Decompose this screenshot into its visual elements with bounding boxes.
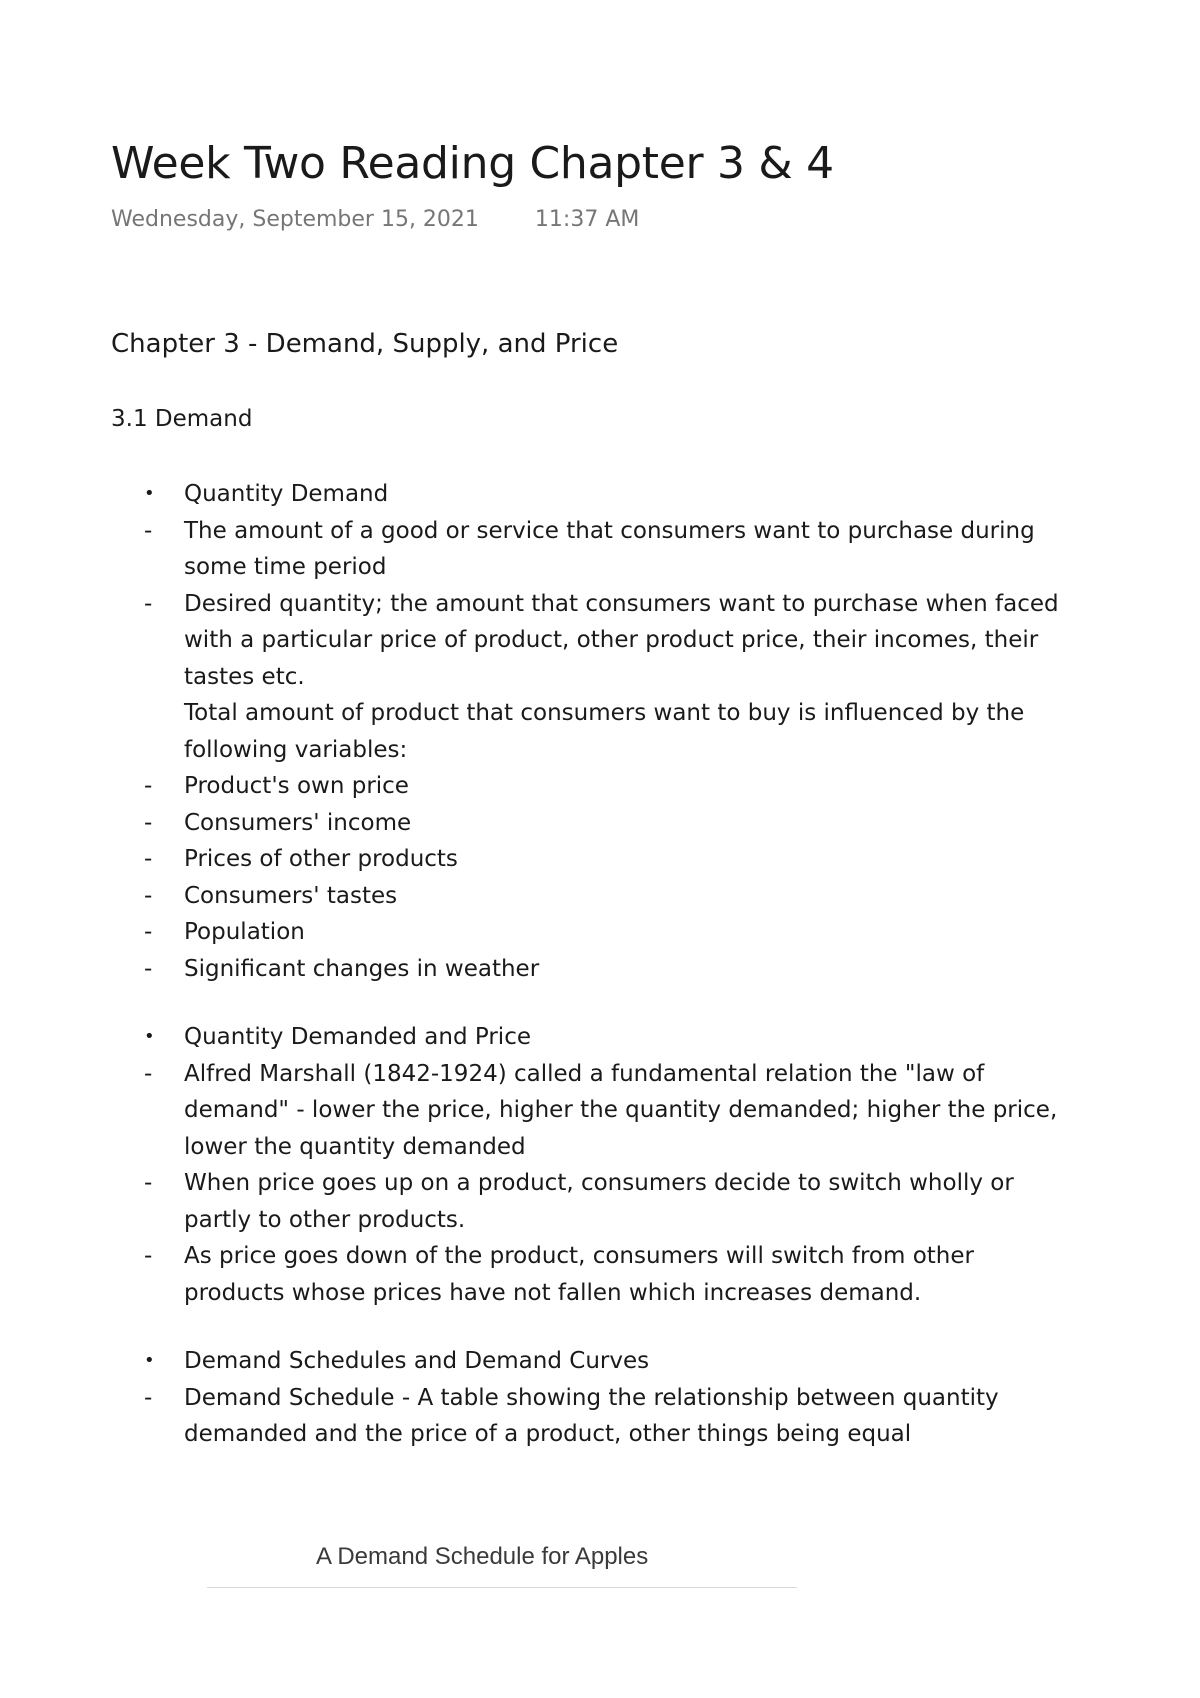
bullet-icon: • <box>144 483 155 504</box>
bullet-icon: • <box>144 1026 155 1047</box>
bullet-heading <box>0 1343 1064 1380</box>
note-time: 11:37 AM <box>534 207 640 232</box>
table-caption: A Demand Schedule for Apples <box>316 1543 649 1570</box>
table-divider <box>207 1587 797 1588</box>
list-item <box>0 1056 1064 1166</box>
list-item <box>0 878 1064 915</box>
list-item <box>0 1238 1064 1311</box>
bullet-heading <box>0 476 1064 513</box>
list-item-text: Demand Schedule - A table showing the relationship between quantity demanded and the price of a product, other things being equal <box>184 1384 999 1447</box>
list-item <box>0 841 1064 878</box>
list-item <box>0 914 1064 951</box>
list-item-text: Desired quantity; the amount that consumers want to purchase when faced with a particular price of product, other product price, their incomes, their tastes etc. <box>184 590 1059 690</box>
list-item-text: Quantity Demanded and Price <box>184 1024 531 1050</box>
list-item-text: Consumers' tastes <box>184 882 398 909</box>
bullet-group <box>0 476 1200 987</box>
list-item-text: Consumers' income <box>184 809 412 836</box>
note-date: Wednesday, September 15, 2021 <box>111 207 479 232</box>
group-spacer <box>0 987 1200 1019</box>
section-heading: 3.1 Demand <box>111 406 253 432</box>
bullet-icon: • <box>144 1350 155 1371</box>
dash-icon: - <box>144 955 153 982</box>
list-item-text: Total amount of product that consumers want to buy is influenced by the following variables: <box>184 700 1025 763</box>
list-item <box>0 1380 1064 1453</box>
dash-icon: - <box>144 1170 153 1196</box>
list-item <box>0 586 1064 696</box>
list-item-text: Demand Schedules and Demand Curves <box>184 1348 650 1374</box>
list-item-text: As price goes down of the product, consumers will switch from other products whose prices have not fallen which increases demand. <box>184 1243 974 1306</box>
dash-icon: - <box>144 882 153 909</box>
bullet-group <box>0 1019 1200 1311</box>
dash-icon: - <box>144 1243 153 1269</box>
list-item-text: Population <box>184 919 305 945</box>
list-item <box>0 1165 1064 1238</box>
bullet-heading <box>0 1019 1064 1056</box>
dash-icon: - <box>144 590 153 617</box>
group-spacer <box>0 1311 1200 1343</box>
list-item-text: Alfred Marshall (1842-1924) called a fundamental relation the "law of demand" - lower the price, higher the quantity demanded; higher the price, lower the quantity demanded <box>184 1060 1058 1160</box>
list-item-text: Quantity Demand <box>184 481 389 507</box>
list-item-text: Prices of other products <box>184 846 458 872</box>
dash-icon: - <box>144 809 153 836</box>
dash-icon: - <box>144 517 153 544</box>
bullet-group <box>0 1343 1200 1453</box>
list-item-text: When price goes up on a product, consumers decide to switch wholly or partly to other products. <box>184 1170 1014 1233</box>
dash-icon: - <box>144 919 153 945</box>
list-item <box>0 951 1064 988</box>
note-metadata <box>111 206 639 234</box>
dash-icon: - <box>144 1060 153 1087</box>
list-item <box>0 695 1064 768</box>
list-item-text: Product's own price <box>184 773 409 799</box>
list-item <box>0 768 1064 805</box>
list-item <box>0 513 1064 586</box>
page-title: Week Two Reading Chapter 3 & 4 <box>111 138 834 189</box>
list-item-text: Significant changes in weather <box>184 955 540 982</box>
list-item-text: The amount of a good or service that consumers want to purchase during some time period <box>184 517 1035 580</box>
dash-icon: - <box>144 1384 153 1411</box>
dash-icon: - <box>144 846 153 872</box>
list-item <box>0 805 1064 842</box>
chapter-heading: Chapter 3 - Demand, Supply, and Price <box>111 329 619 359</box>
note-content <box>0 476 1200 1453</box>
dash-icon: - <box>144 773 153 799</box>
